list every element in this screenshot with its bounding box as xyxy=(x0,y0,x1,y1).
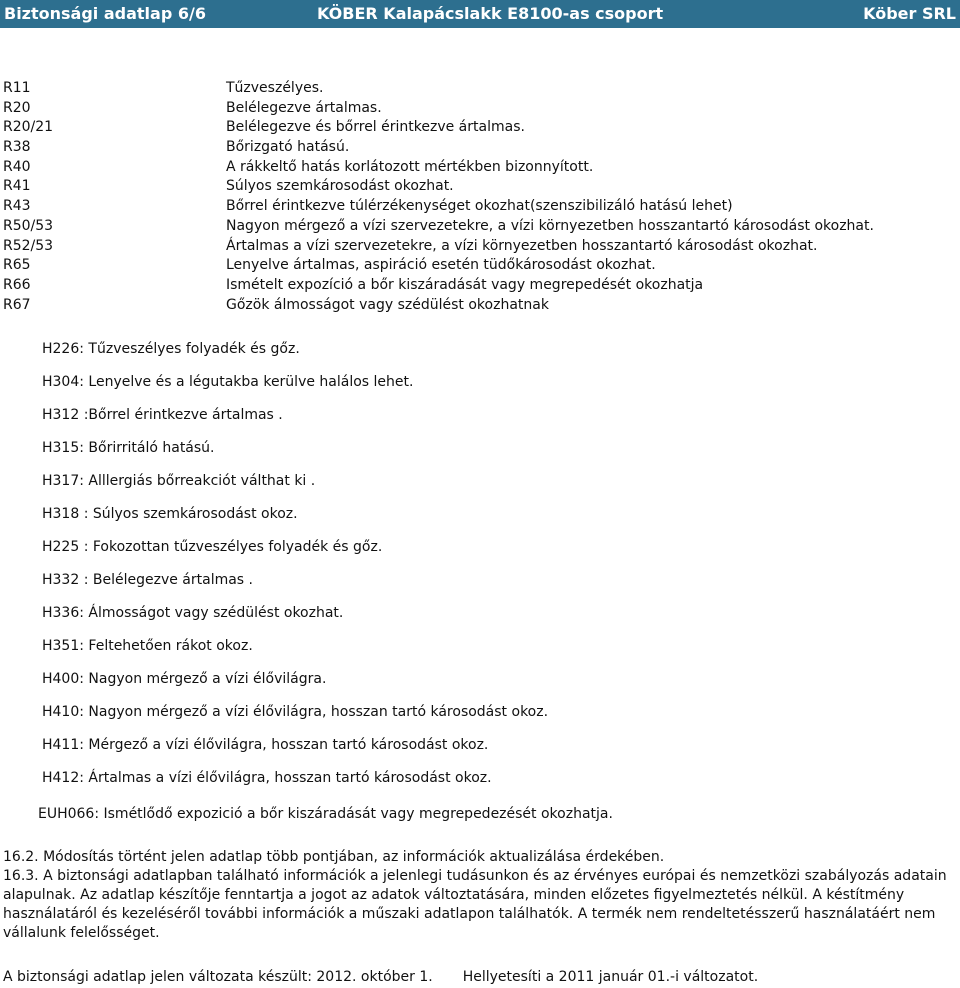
r-phrase-text: Tűzveszélyes. xyxy=(226,80,324,96)
footer-replaces: Hellyetesíti a 2011 január 01.-i változatot. xyxy=(462,969,759,985)
r-phrase-text: Gőzök álmosságot vagy szédülést okozhatnak xyxy=(226,296,549,313)
r-phrase-code: R67 xyxy=(3,296,31,313)
r-phrase-code: R43 xyxy=(3,198,31,215)
h-statement-h332: H332 : Belélegezve ártalmas . xyxy=(42,572,253,588)
r-phrase-text: Súlyos szemkárosodást okozhat. xyxy=(226,178,454,195)
r-phrase-text: A rákkeltő hatás korlátozott mértékben bizonnyított. xyxy=(226,158,594,175)
r-phrase-code: R66 xyxy=(3,276,31,293)
section-16-3: 16.3. A biztonsági adatlapban található információk a jelenlegi tudásunkon és az érvényes európai és nemzetközi szabályozás adatain alapulnak. Az adatlap készítője fenntartja a jogot az adatok változtatására, minden előzetes figyelmeztetés nélkül. A késtítmény használatáról és kezeléséről további információk a műszaki adatlapon találhatók. A termék nem rendeltetésszerű használatáért nem vállalunk felelősséget. xyxy=(3,868,947,941)
h-statement-h304: H304: Lenyelve és a légutakba kerülve halálos lehet. xyxy=(42,374,414,390)
h-statement-h336: H336: Álmosságot vagy szédülést okozhat. xyxy=(42,605,344,621)
page-header xyxy=(0,0,960,28)
h-statement-h225: H225 : Fokozottan tűzveszélyes folyadék és gőz. xyxy=(42,539,383,555)
r-phrase-code: R40 xyxy=(3,158,31,175)
r-phrase-code: R41 xyxy=(3,178,31,195)
h-statement-h411: H411: Mérgező a vízi élővilágra, hosszan tartó károsodást okoz. xyxy=(42,737,489,753)
r-phrase-text: Bőrizgató hatású. xyxy=(226,139,350,156)
r-phrase-text: Belélegezve ártalmas. xyxy=(226,99,382,116)
r-phrase-text: Ismételt expozíció a bőr kiszáradását vagy megrepedését okozhatja xyxy=(226,276,704,293)
h-statement-h400: H400: Nagyon mérgező a vízi élővilágra. xyxy=(42,671,327,687)
footer-created-date: A biztonsági adatlap jelen változata készült: 2012. október 1. xyxy=(3,969,433,985)
section-16-2: 16.2. Módosítás történt jelen adatlap több pontjában, az információk aktualizálása érdekében. xyxy=(3,849,665,865)
r-phrase-text: Belélegezve és bőrrel érintkezve ártalmas. xyxy=(226,119,525,136)
h-statement-h318: H318 : Súlyos szemkárosodást okoz. xyxy=(42,506,298,522)
h-statement-h317: H317: Alllergiás bőrreakciót válthat ki . xyxy=(42,473,316,489)
r-phrase-code: R11 xyxy=(3,80,31,96)
r-phrase-code: R50/53 xyxy=(3,217,54,234)
header-product-name: KÖBER Kalapácslakk E8100-as csoport xyxy=(317,4,664,23)
r-phrase-code: R38 xyxy=(3,139,31,156)
r-phrase-text: Nagyon mérgező a vízi szervezetekre, a vízi környezetben hosszantartó károsodást okozhat. xyxy=(226,217,874,234)
r-phrase-text: Ártalmas a vízi szervezetekre, a vízi környezetben hosszantartó károsodást okozhat. xyxy=(226,237,818,254)
document-footer xyxy=(3,969,758,985)
r-phrase-text: Bőrrel érintkezve túlérzékenységet okozhat(szenszibilizáló hatású lehet) xyxy=(226,198,733,215)
h-statement-h315: H315: Bőrirritáló hatású. xyxy=(42,440,215,456)
h-statement-h412: H412: Ártalmas a vízi élővilágra, hosszan tartó károsodást okoz. xyxy=(42,770,492,786)
r-phrase-code: R20 xyxy=(3,99,31,116)
header-company: Köber SRL xyxy=(863,4,956,23)
r-phrase-code: R52/53 xyxy=(3,237,54,254)
r-phrase-code: R65 xyxy=(3,257,31,274)
euh-statement: EUH066: Ismétlődő expozició a bőr kiszáradását vagy megrepedezését okozhatja. xyxy=(38,806,613,822)
r-phrase-text: Lenyelve ártalmas, aspiráció esetén tüdőkárosodást okozhat. xyxy=(226,257,656,274)
r-phrase-code: R20/21 xyxy=(3,119,54,136)
h-statement-h312: H312 :Bőrrel érintkezve ártalmas . xyxy=(42,407,283,423)
h-statement-h226: H226: Tűzveszélyes folyadék és gőz. xyxy=(42,341,300,357)
header-doc-title: Biztonsági adatlap 6/6 xyxy=(4,4,206,23)
h-statement-h351: H351: Feltehetően rákot okoz. xyxy=(42,638,253,654)
h-statement-h410: H410: Nagyon mérgező a vízi élővilágra, hosszan tartó károsodást okoz. xyxy=(42,704,549,720)
